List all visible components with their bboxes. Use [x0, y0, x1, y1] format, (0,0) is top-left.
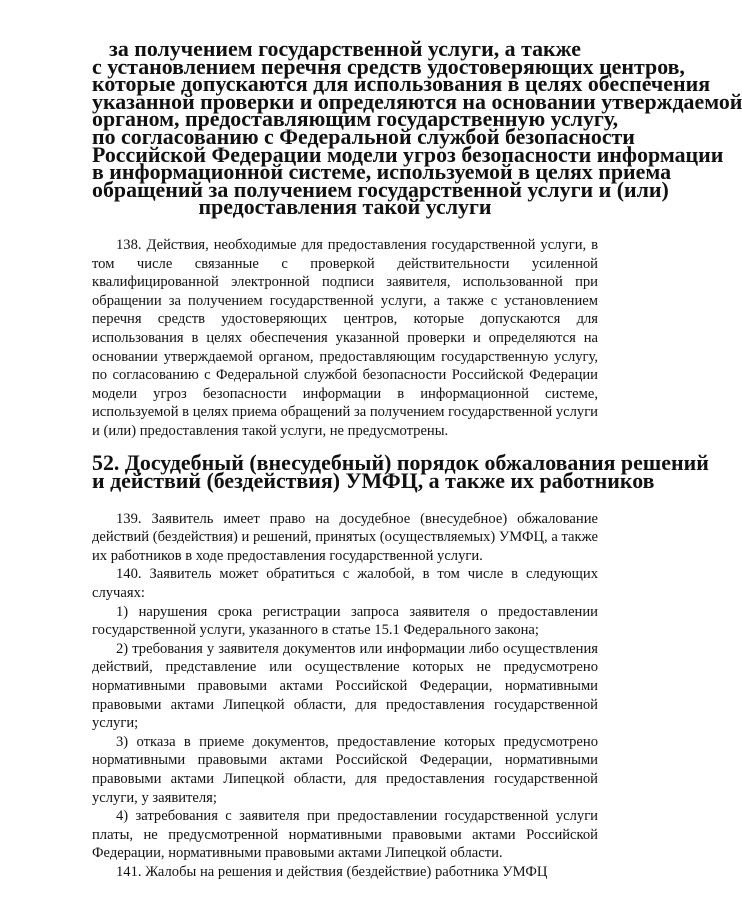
heading-line: которые допускаются для использования в целях обеспечения	[92, 71, 711, 97]
paragraph-141: 141. Жалобы на решения и действия (бездействие) работника УМФЦ	[116, 863, 548, 880]
heading-line: 52. Досудебный (внесудебный) порядок обжалования решений	[92, 450, 709, 476]
list-item-4: 4) затребования с заявителя при предоставлении государственной услуги платы, не предусмотренной нормативными правовыми актами Российской Федерации, нормативными правовыми актами Липецкой области.	[92, 808, 598, 862]
list-item-2: 2) требования у заявителя документов или информации либо осуществления действий, представление или осуществление которых не предусмотрено нормативными правовыми актами Российской Федерации, нормативными правовыми актами Липецкой области, для предоставления государственной услуги;	[92, 640, 598, 732]
heading-line: предоставления такой услуги	[198, 194, 492, 220]
section-heading-continuation	[92, 36, 742, 220]
heading-line: за получением государственной услуги, а также	[109, 36, 581, 61]
heading-line: с установлением перечня средств удостоверяющих центров,	[92, 53, 685, 79]
heading-line: и действий (бездействия) УМФЦ, а также их работников	[92, 468, 655, 494]
heading-line: по согласованию с Федеральной службой безопасности	[92, 123, 635, 149]
list-item-3: 3) отказа в приеме документов, предоставление которых предусмотрено нормативными правовыми актами Российской Федерации, нормативными правовыми актами Липецкой области, для предоставления государственной услуги, у заявителя;	[92, 733, 598, 806]
heading-line: в информационной системе, используемой в целях приема	[92, 159, 672, 185]
heading-line: Российской Федерации модели угроз безопасности информации	[92, 141, 724, 167]
heading-line: указанной проверки и определяются на основании утверждаемой	[92, 88, 742, 114]
heading-line: обращений за получением государственной услуги и (или)	[92, 176, 669, 202]
paragraph-140: 140. Заявитель может обратиться с жалобой, в том числе в следующих случаях:	[92, 566, 598, 602]
document-page	[92, 36, 742, 882]
list-item-1: 1) нарушения срока регистрации запроса заявителя о предоставлении государственной услуги, указанного в статье 15.1 Федерального закона;	[92, 603, 598, 639]
section-52-heading	[92, 450, 709, 494]
heading-line: органом, предоставляющим государственную услугу,	[92, 106, 619, 132]
paragraph-139: 139. Заявитель имеет право на досудебное (внесудебное) обжалование действий (бездействия) и решений, принятых (осуществляемых) УМФЦ, а также их работников в ходе предоставления государственной услуги.	[92, 510, 598, 564]
paragraph-138: 138. Действия, необходимые для предоставления государственной услуги, в том числе связанные с проверкой действительности усиленной квалифицированной электронной подписи заявителя, использованной при обращении за получением государственной услуги, а также с установлением перечня средств удостоверяющих центров, которые допускаются для использования в целях обеспечения указанной проверки и определяются на основании утверждаемой органом, предоставляющим государственную услугу, по согласованию с Федеральной службой безопасности Российской Федерации модели угроз безопасности информации в информационной системе, используемой в целях приема обращений за получением государственной услуги и (или) предоставления такой услуги, не предусмотрены.	[92, 236, 598, 439]
